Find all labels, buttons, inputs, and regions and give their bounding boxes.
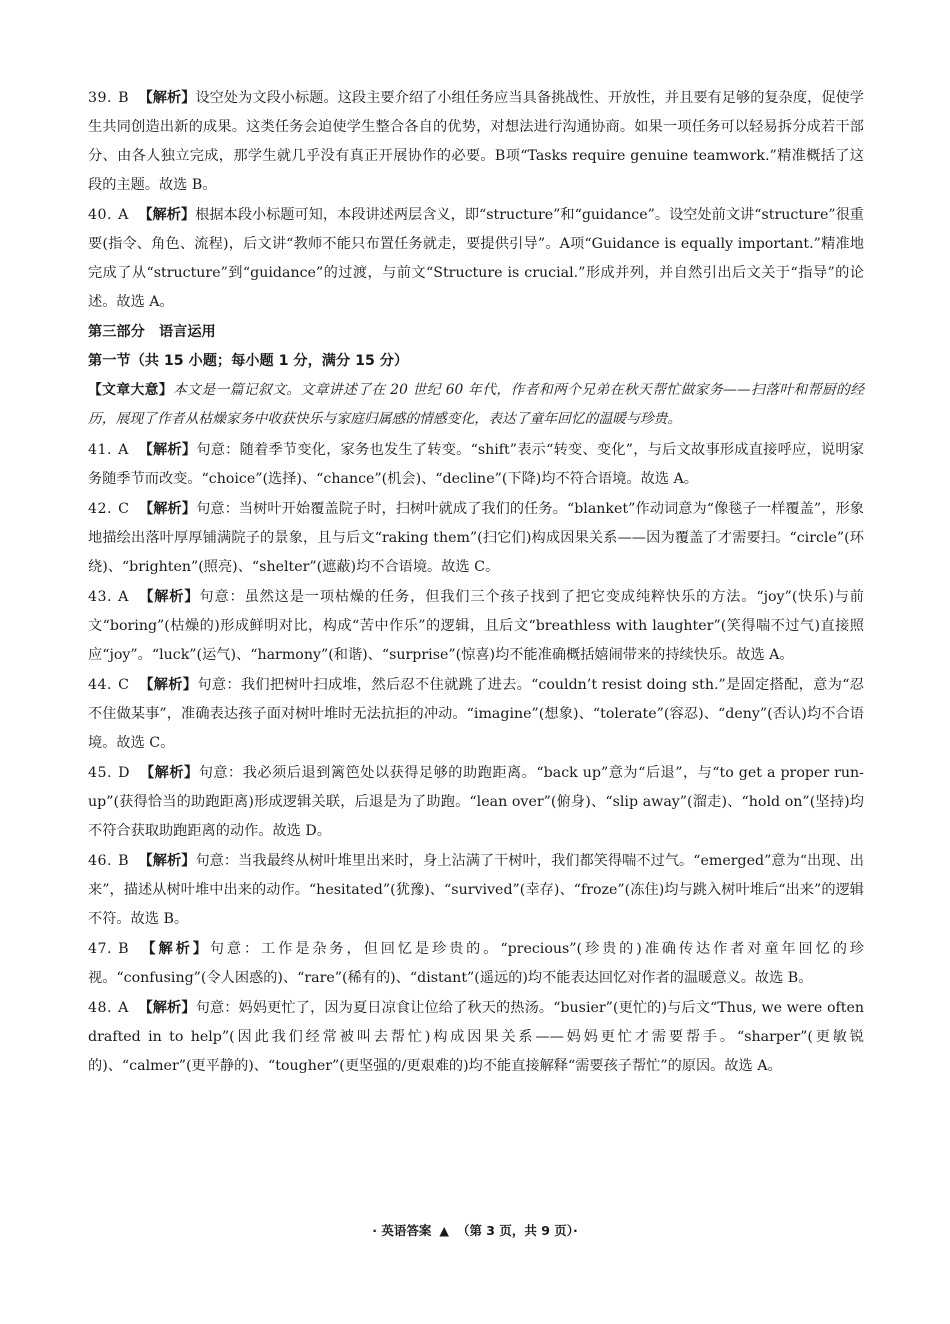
footer-page: （第 3 页，共 9 页）·: [456, 1223, 578, 1238]
analysis-text: 句意：当树叶开始覆盖院子时，扫树叶就成了我们的任务。“blanket”作动词意为“像毯子一样覆盖”，形象地描绘出落叶厚厚铺满院子的景象，且与后文“raking them”(扫它们)构成因果关系——因为覆盖了才需要扫。“circle”(环绕)、“brighten”(照亮)、“shelter”(遮蔽)均不合语境。故选 C。: [88, 501, 864, 575]
answer-item: [88, 935, 864, 993]
answer-letter: D: [118, 765, 130, 781]
section-heading: 第一节（共 15 小题；每小题 1 分，满分 15 分）: [88, 353, 409, 369]
answer-letter: A: [118, 442, 129, 458]
analysis-text: 句意：随着季节变化，家务也发生了转变。“shift”表示“转变、变化”，与后文故事形成直接呼应，说明家务随季节而改变。“choice”(选择)、“chance”(机会)、“decline”(下降)均不符合语境。故选 A。: [88, 442, 864, 487]
answer-item: [88, 759, 864, 846]
analysis-tag: 【解析】: [138, 90, 196, 106]
answer-page: [88, 84, 864, 1082]
question-number: 46.: [88, 853, 113, 869]
summary-tag: 【文章大意】: [88, 382, 174, 398]
analysis-text: 句意：我们把树叶扫成堆，然后忍不住就跳了进去。“couldn’t resist doing sth.”是固定搭配，意为“忍不住做某事”，准确表达孩子面对树叶堆时无法抗拒的冲动。“imagine”(想象)、“tolerate”(容忍)、“deny”(否认)均不合语境。故选 C。: [88, 677, 864, 751]
analysis-tag: 【解析】: [138, 442, 197, 458]
question-number: 45.: [88, 765, 113, 781]
question-number: 42.: [88, 501, 113, 517]
summary-text: 本文是一篇记叙文。文章讲述了在 20 世纪 60 年代，作者和两个兄弟在秋天帮忙做家务——扫落叶和帮厨的经历，展现了作者从枯燥家务中收获快乐与家庭归属感的情感变化，表达了童年回忆的温暖与珍贵。: [88, 382, 864, 427]
answer-letter: C: [118, 501, 129, 517]
question-number: 47.: [88, 941, 113, 957]
reading-answers: [88, 84, 864, 317]
answer-item: [88, 84, 864, 200]
analysis-text: 句意：当我最终从树叶堆里出来时，身上沾满了干树叶，我们都笑得喘不过气。“emerged”意为“出现、出来”，描述从树叶堆中出来的动作。“hesitated”(犹豫)、“survived”(幸存)、“froze”(冻住)均与跳入树叶堆后“出来”的逻辑不符。故选 B。: [88, 853, 864, 927]
answer-item: [88, 436, 864, 494]
part-heading: 第三部分 语言运用: [88, 324, 216, 340]
analysis-tag: 【解析】: [139, 765, 199, 781]
question-number: 40.: [88, 207, 113, 223]
question-number: 39.: [88, 90, 113, 106]
answer-item: [88, 847, 864, 934]
answer-letter: B: [118, 90, 129, 106]
answer-item: [88, 201, 864, 317]
answer-letter: A: [118, 1000, 129, 1016]
analysis-tag: 【解析】: [138, 853, 196, 869]
analysis-tag: 【解析】: [138, 941, 210, 957]
analysis-tag: 【解析】: [138, 501, 197, 517]
analysis-text: 句意：虽然这是一项枯燥的任务，但我们三个孩子找到了把它变成纯粹快乐的方法。“joy”(快乐)与前文“boring”(枯燥的)形成鲜明对比，构成“苦中作乐”的逻辑，且后文“breathless with laughter”(笑得喘不过气)直接照应“joy”。“luck”(运气)、“harmony”(和谐)、“surprise”(惊喜)均不能准确概括嬉闹带来的持续快乐。故选 A。: [88, 589, 864, 663]
triangle-icon: ▲: [439, 1223, 449, 1238]
answer-letter: B: [118, 853, 129, 869]
question-number: 41.: [88, 442, 113, 458]
analysis-tag: 【解析】: [138, 589, 200, 605]
answer-letter: A: [118, 589, 129, 605]
analysis-text: 句意：妈妈更忙了，因为夏日凉食让位给了秋天的热汤。“busier”(更忙的)与后文“Thus, we were often drafted in to help”(因此我们经常被叫去帮忙)构成因果关系——妈妈更忙才需要帮手。“sharper”(更敏锐的)、“calmer”(更平静的)、“tougher”(更坚强的/更艰难的)均不能直接解释“需要孩子帮忙”的原因。故选 A。: [88, 1000, 864, 1074]
analysis-text: 句意：我必须后退到篱笆处以获得足够的助跑距离。“back up”意为“后退”，与“to get a proper run-up”(获得恰当的助跑距离)形成逻辑关联，后退是为了助跑。“lean over”(俯身)、“slip away”(溜走)、“hold on”(坚持)均不符合获取助跑距离的动作。故选 D。: [88, 765, 864, 839]
cloze-answers: [88, 436, 864, 1081]
question-number: 44.: [88, 677, 113, 693]
answer-item: [88, 994, 864, 1081]
analysis-text: 设空处为文段小标题。这段主要介绍了小组任务应当具备挑战性、开放性，并且要有足够的复杂度，促使学生共同创造出新的成果。这类任务会迫使学生整合各自的优势，对想法进行沟通协商。如果一项任务可以轻易拆分成若干部分、由各人独立完成，那学生就几乎没有真正开展协作的必要。B项“Tasks require genuine teamwork.”精准概括了这段的主题。故选 B。: [88, 90, 864, 193]
analysis-text: 句意：工作是杂务，但回忆是珍贵的。“precious”(珍贵的)准确传达作者对童年回忆的珍视。“confusing”(令人困惑的)、“rare”(稀有的)、“distant”(遥远的)均不能表达回忆对作者的温暖意义。故选 B。: [88, 941, 864, 986]
footer-left: · 英语答案: [372, 1223, 432, 1238]
answer-item: [88, 583, 864, 670]
answer-letter: B: [118, 941, 129, 957]
answer-letter: A: [118, 207, 129, 223]
answer-item: [88, 495, 864, 582]
question-number: 48.: [88, 1000, 113, 1016]
analysis-tag: 【解析】: [138, 207, 196, 223]
page-footer: [0, 1221, 950, 1239]
analysis-text: 根据本段小标题可知，本段讲述两层含义，即“structure”和“guidance”。设空处前文讲“structure”很重要(指令、角色、流程)，后文讲“教师不能只布置任务就走，要提供引导”。A项“Guidance is equally important.”精准地完成了从“structure”到“guidance”的过渡，与前文“Structure is crucial.”形成并列，并自然引出后文关于“指导”的论述。故选 A。: [88, 207, 864, 310]
answer-item: [88, 671, 864, 758]
passage-summary: [88, 376, 864, 434]
analysis-tag: 【解析】: [138, 677, 198, 693]
answer-letter: C: [118, 677, 129, 693]
question-number: 43.: [88, 589, 113, 605]
analysis-tag: 【解析】: [138, 1000, 196, 1016]
